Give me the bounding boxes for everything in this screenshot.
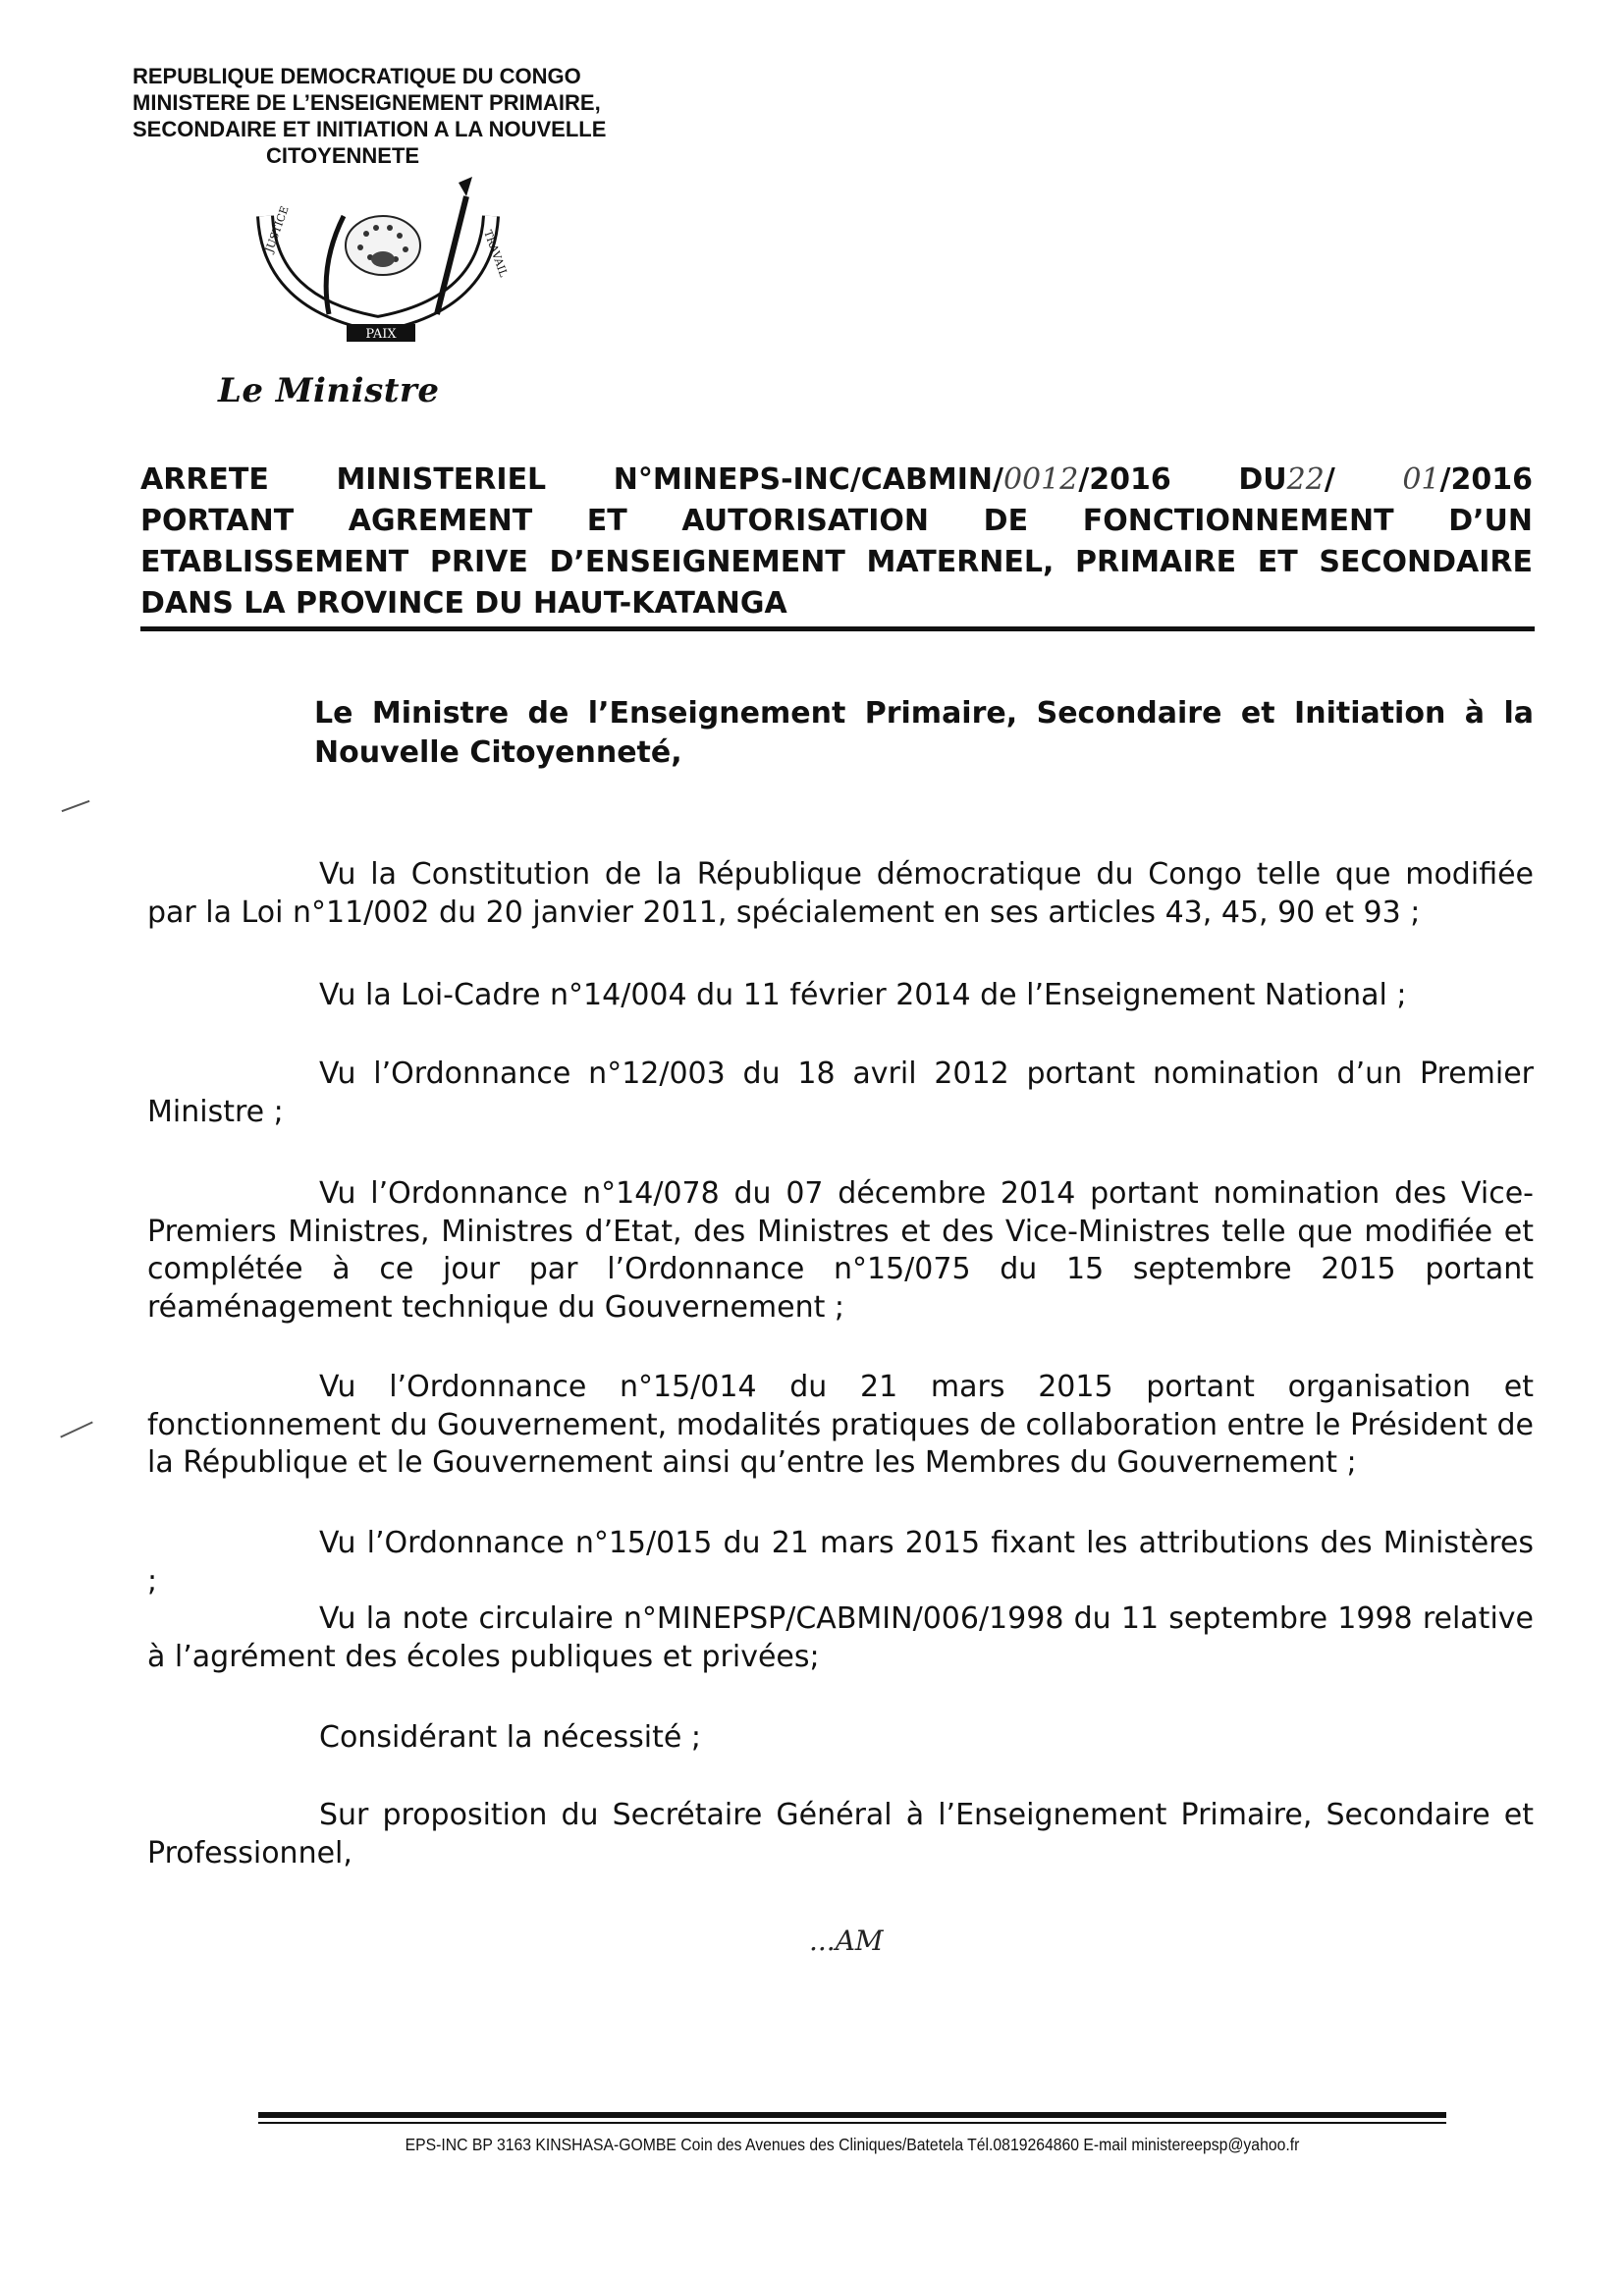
decree-day-handwritten: 22 <box>1286 462 1325 497</box>
decree-month-handwritten: 01 <box>1402 462 1440 497</box>
decree-title <box>140 460 1533 624</box>
minister-heading: Le Ministre de l’Enseignement Primaire, Secondaire et Initiation à la Nouvelle Citoyenneté, <box>314 696 1534 770</box>
recital-constitution: Vu la Constitution de la République démocratique du Congo telle que modifiée par la Loi n°11/002 du 20 janvier 2011, spécialement en ses articles 43, 45, 90 et 93 ; <box>147 857 1534 930</box>
emblem-motto-center: PAIX <box>365 327 397 342</box>
decree-reference: N°MINEPS-INC/CABMIN/0012/2016 <box>613 462 1171 497</box>
recital-proposition: Sur proposition du Secrétaire Général à l’Enseignement Primaire, Secondaire et Professionnel, <box>147 1798 1534 1870</box>
letterhead-ministry-line2: SECONDAIRE ET INITIATION A LA NOUVELLE <box>133 117 607 141</box>
minister-signature-title: Le Ministre <box>218 371 440 410</box>
coat-of-arms-emblem <box>250 177 511 363</box>
decree-title-line1 <box>140 460 1533 501</box>
recital-loi-cadre: Vu la Loi-Cadre n°14/004 du 11 février 2014 de l’Enseignement National ; <box>319 978 1407 1012</box>
emblem-motto-right: TRAVAIL <box>481 228 511 279</box>
letterhead-ministry-line1: MINISTERE DE L’ENSEIGNEMENT PRIMAIRE, <box>133 90 601 115</box>
footer-rule-thin <box>258 2122 1446 2124</box>
page-continuation-mark: ...AM <box>809 1925 884 1957</box>
decree-title-word-arrete: ARRETE <box>140 462 269 497</box>
recital-ordonnance-14-078: Vu l’Ordonnance n°14/078 du 07 décembre 2014 portant nomination des Vice-Premiers Ministres, Ministres d’Etat, des Ministres et des Vice-Ministres telle que modifiée et complétée à ce jour par l’Ordonnance n°15/075 du 15 septembre 2015 portant réaménagement technique du Gouvernement ; <box>147 1176 1534 1325</box>
footer-rule-thick <box>258 2112 1446 2118</box>
letterhead-country: REPUBLIQUE DEMOCRATIQUE DU CONGO <box>133 64 581 88</box>
scan-mark <box>60 1421 92 1437</box>
recital-ordonnance-12-003: Vu l’Ordonnance n°12/003 du 18 avril 2012 portant nomination d’un Premier Ministre ; <box>147 1057 1534 1129</box>
decree-title-line4: DANS LA PROVINCE DU HAUT-KATANGA <box>140 586 787 621</box>
recital-considerant: Considérant la nécessité ; <box>319 1720 701 1755</box>
letterhead <box>133 63 682 169</box>
recital-ordonnance-15-014: Vu l’Ordonnance n°15/014 du 21 mars 2015 portant organisation et fonctionnement du Gouvernement, modalités pratiques de collaboration entre le Président de la République et le Gouvernement ainsi qu’entre les Membres du Gouvernement ; <box>147 1370 1534 1480</box>
recital-ordonnance-15-015: Vu l’Ordonnance n°15/015 du 21 mars 2015 fixant les attributions des Ministères ; <box>147 1526 1534 1599</box>
letterhead-ministry-line3: CITOYENNETE <box>266 143 420 168</box>
decree-title-line3: ETABLISSEMENT PRIVE D’ENSEIGNEMENT MATERNEL, PRIMAIRE ET SECONDAIRE <box>140 545 1533 579</box>
scan-mark <box>62 800 90 812</box>
decree-date: DU22/ 01/2016 <box>1238 462 1533 497</box>
decree-title-word-ministeriel: MINISTERIEL <box>336 462 547 497</box>
decree-number-handwritten: 0012 <box>1002 462 1079 497</box>
title-divider <box>140 626 1535 631</box>
emblem-motto-left: JUSTICE <box>262 204 292 255</box>
footer-address: EPS-INC BP 3163 KINSHASA-GOMBE Coin des Avenues des Cliniques/Batetela Tél.0819264860 E-mail ministereepsp@yahoo.fr <box>405 2135 1300 2154</box>
decree-title-line2: PORTANT AGREMENT ET AUTORISATION DE FONCTIONNEMENT D’UN <box>140 504 1533 538</box>
recital-note-circulaire: Vu la note circulaire n°MINEPSP/CABMIN/006/1998 du 11 septembre 1998 relative à l’agrément des écoles publiques et privées; <box>147 1601 1534 1674</box>
